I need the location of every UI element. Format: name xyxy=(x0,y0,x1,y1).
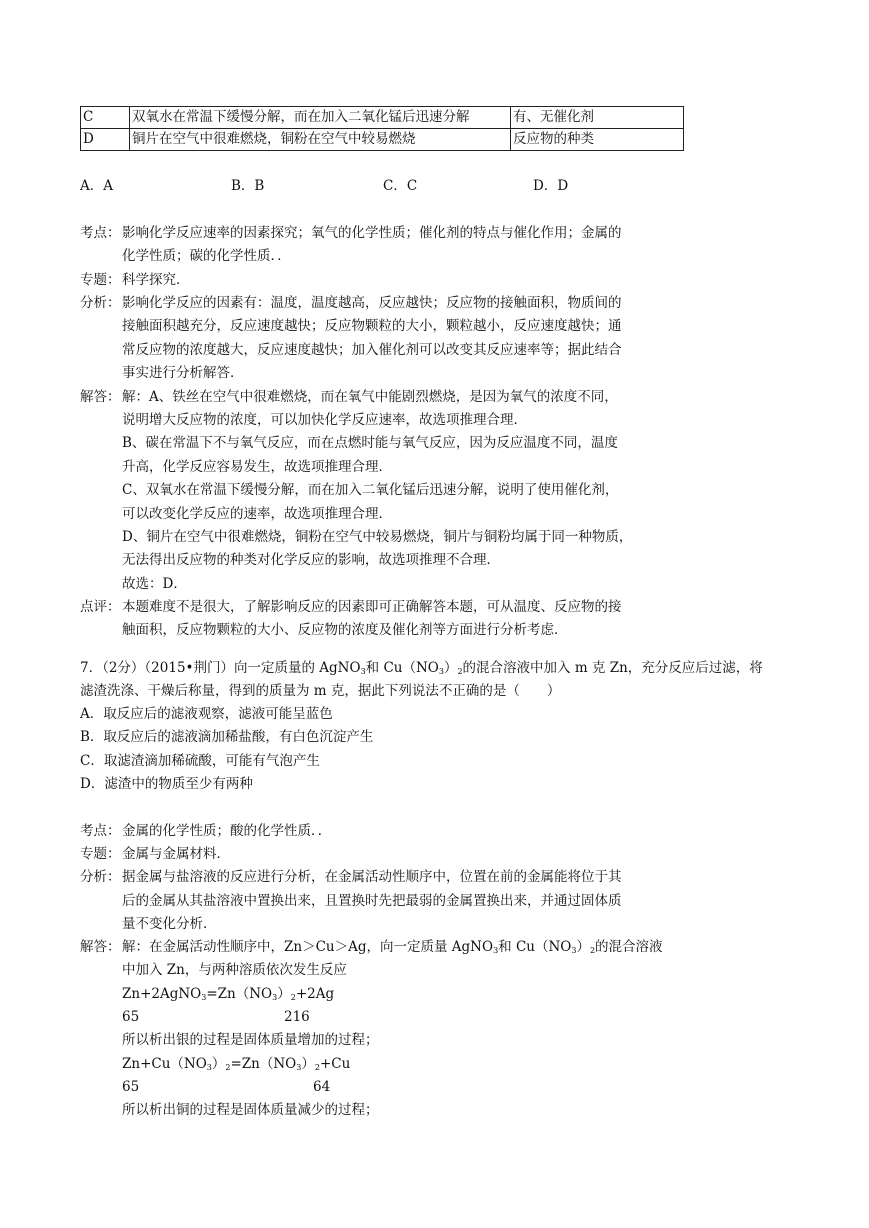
q6-kaodian-line: 影响化学反应速率的因素探究；氧气的化学性质；催化剂的特点与催化作用；金属的 xyxy=(122,225,622,241)
q7-fenxi-line: 量不变化分析． xyxy=(122,916,217,932)
equation-1-mass: 216 xyxy=(284,1009,310,1025)
row-factor: 反应物的种类 xyxy=(511,129,684,151)
q6-kaodian-label: 考点： xyxy=(80,225,121,241)
q6-fenxi-line: 接触面积越充分，反应速度越快；反应物颗粒的大小，颗粒越小，反应速度越快；通 xyxy=(122,318,622,334)
q7-kaodian: 金属的化学性质；酸的化学性质．． xyxy=(122,823,332,839)
q7-jieda-line: 所以析出银的过程是固体质量增加的过程； xyxy=(122,1032,379,1048)
q6-zhuanti: 科学探究． xyxy=(122,272,190,288)
q6-option-b: B．B xyxy=(231,178,265,194)
q6-fenxi-line: 常反应物的浓度越大，反应速度越快；加入催化剂可以改变其反应速率等；据此结合 xyxy=(122,342,622,358)
equation-2-mass: 64 xyxy=(313,1079,331,1095)
q7-option-c: C．取滤渣滴加稀硫酸，可能有气泡产生 xyxy=(80,753,320,769)
q7-kaodian-label: 考点： xyxy=(80,823,121,839)
row-phenomenon: 铜片在空气中很难燃烧，铜粉在空气中较易燃烧 xyxy=(130,129,511,151)
q6-dianping-label: 点评： xyxy=(80,599,121,615)
q7-zhuanti-label: 专题： xyxy=(80,846,121,862)
equation-1-mass: 65 xyxy=(122,1009,140,1025)
q6-option-c: C．C xyxy=(383,178,418,194)
q7-jieda-line: 中加入 Zn，与两种溶质依次发生反应 xyxy=(122,962,347,978)
row-label: C xyxy=(81,107,130,129)
q6-jieda-line: 无法得出反应物的种类对化学反应的影响，故选项推理不合理． xyxy=(122,552,500,568)
q6-jieda-label: 解答： xyxy=(80,389,121,405)
q7-option-d: D．滤渣中的物质至少有两种 xyxy=(80,776,253,792)
q7-fenxi-line: 后的金属从其盐溶液中置换出来，且置换时先把最弱的金属置换出来，并通过固体质 xyxy=(122,893,622,909)
equation-2: $Zn+Cu(NO_3)_2=Zn(NO_3)_2+Cu$ xyxy=(122,1056,351,1072)
q6-dianping-line: 本题难度不是很大，了解影响反应的因素即可正确解答本题，可从温度、反应物的接 xyxy=(122,599,622,615)
q6-jieda-line: B、碳在常温下不与氧气反应，而在点燃时能与氧气反应，因为反应温度不同，温度 xyxy=(122,435,618,451)
q6-jieda-line: D、铜片在空气中很难燃烧，铜粉在空气中较易燃烧，铜片与铜粉均属于同一种物质， xyxy=(122,529,633,545)
q7-stem: 7．（2分）（2015•荆门）向一定质量的 AgNO$_3$和 $Cu(NO_3)_2$的混合溶液中加入 m 克 Zn，充分反应后过滤，将 xyxy=(80,660,763,676)
q6-jieda-line: 故选：D． xyxy=(122,576,187,592)
q7-jieda-line: 解：在金属活动性顺序中，Zn＞Cu＞Ag，向一定质量 AgNO$_3$和 $Cu(NO_3)_2$的混合溶液 xyxy=(122,939,663,955)
q6-jieda-line: 说明增大反应物的浓度，可以加快化学反应速率，故选项推理合理． xyxy=(122,412,527,428)
q7-option-a: A．取反应后的滤液观察，滤液可能呈蓝色 xyxy=(80,706,333,722)
q6-jieda-line: 可以改变化学反应的速率，故选项推理合理． xyxy=(122,506,392,522)
q7-zhuanti: 金属与金属材料． xyxy=(122,846,230,862)
q7-stem-line: 滤渣洗涤、干燥后称量，得到的质量为 m 克，据此下列说法不正确的是（ ） xyxy=(80,683,561,699)
row-factor: 有、无催化剂 xyxy=(511,107,684,129)
q6-jieda-line: C、双氧水在常温下缓慢分解，而在加入二氧化锰后迅速分解，说明了使用催化剂， xyxy=(122,482,619,498)
table-row xyxy=(81,129,684,151)
q6-jieda-line: 升高，化学反应容易发生，故选项推理合理． xyxy=(122,459,392,475)
table-row xyxy=(81,107,684,129)
q7-option-b: B．取反应后的滤液滴加稀盐酸，有白色沉淀产生 xyxy=(80,729,374,745)
q7-jieda-label: 解答： xyxy=(80,939,121,955)
q7-jieda-line: 所以析出铜的过程是固体质量减少的过程； xyxy=(122,1102,379,1118)
q6-kaodian-line: 化学性质；碳的化学性质．． xyxy=(122,248,291,264)
equation-2-mass: 65 xyxy=(122,1079,140,1095)
q6-jieda-line: 解：A、铁丝在空气中很难燃烧，而在氧气中能剧烈燃烧，是因为氧气的浓度不同， xyxy=(122,389,618,405)
q6-zhuanti-label: 专题： xyxy=(80,272,121,288)
q6-option-d: D．D xyxy=(533,178,569,194)
equation-1: $Zn+2AgNO_3=Zn(NO_3)_2+2Ag$ xyxy=(122,986,335,1002)
row-phenomenon: 双氧水在常温下缓慢分解，而在加入二氧化锰后迅速分解 xyxy=(130,107,511,129)
q6-fenxi-line: 事实进行分析解答． xyxy=(122,365,244,381)
q6-option-a: A．A xyxy=(80,178,113,194)
q6-dianping-line: 触面积，反应物颗粒的大小、反应物的浓度及催化剂等方面进行分析考虑． xyxy=(122,622,568,638)
q6-fenxi-label: 分析： xyxy=(80,295,121,311)
q6-fenxi-line: 影响化学反应的因素有：温度，温度越高，反应越快；反应物的接触面积，物质间的 xyxy=(122,295,622,311)
question-table xyxy=(80,106,684,151)
q7-fenxi-line: 据金属与盐溶液的反应进行分析，在金属活动性顺序中，位置在前的金属能将位于其 xyxy=(122,869,622,885)
q7-fenxi-label: 分析： xyxy=(80,869,121,885)
row-label: D xyxy=(81,129,130,151)
